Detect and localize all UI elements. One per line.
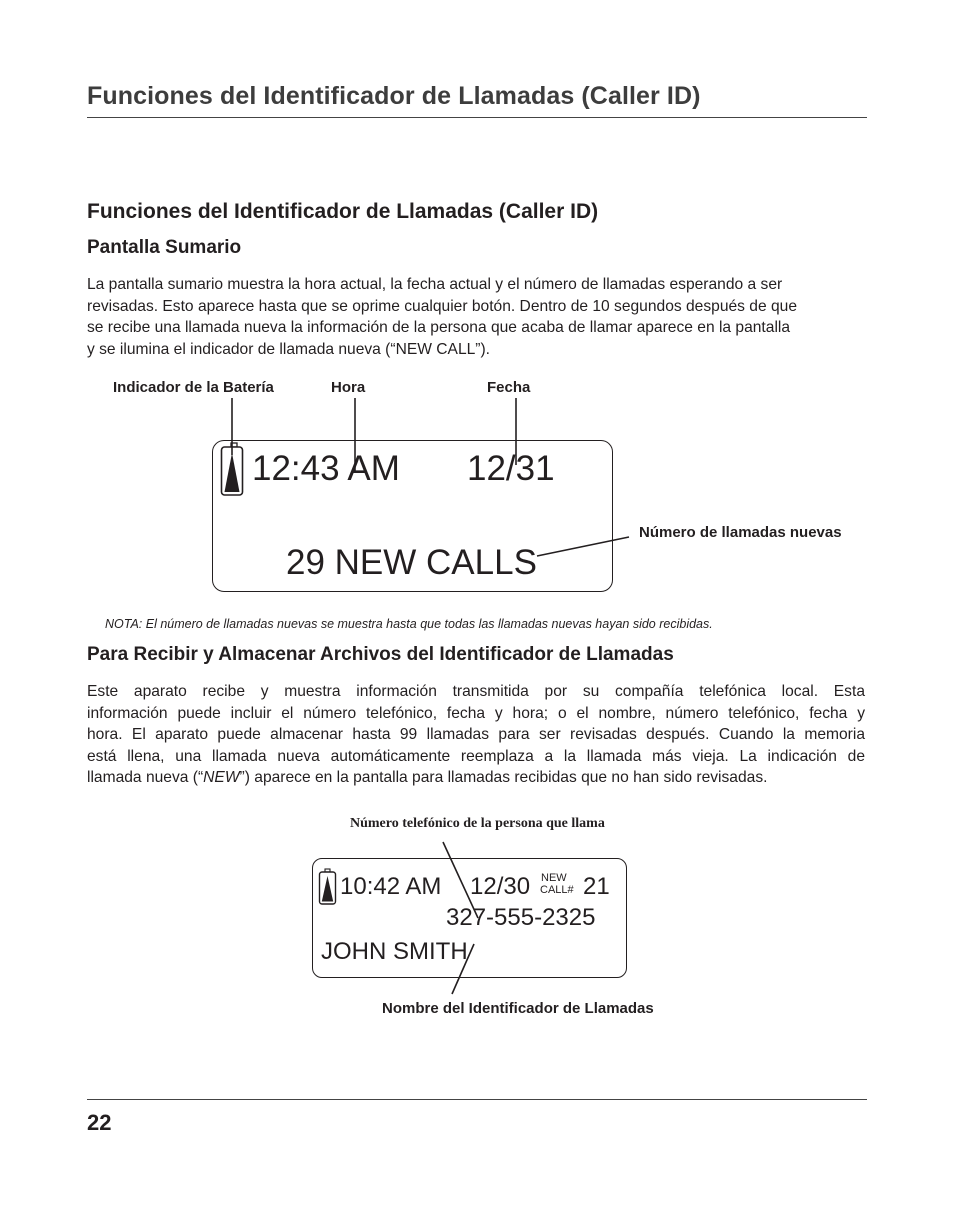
caller-number-leader-line: [443, 842, 478, 918]
caller-number-label: Número telefónico de la persona que llama: [350, 816, 605, 831]
new-tag: NEW: [541, 872, 567, 884]
caller-battery-icon: [320, 869, 336, 904]
paragraph-line: Este aparato recibe y muestra información transmitida por su compañía telefónica local. Esta: [87, 683, 865, 700]
caller-display-call-number: 21: [583, 873, 610, 900]
time-label: Hora: [331, 379, 366, 396]
new-calls-count-label: Número de llamadas nuevas: [639, 524, 842, 541]
paragraph-line: hora. El aparato puede almacenar hasta 99 llamadas para ser revisadas después. Cuando la memoria: [87, 726, 865, 744]
caller-name-label: Nombre del Identificador de Llamadas: [382, 1000, 654, 1017]
caller-display-time: 10:42 AM: [340, 873, 442, 900]
caller-name-leader-line: [452, 944, 474, 994]
page-number: 22: [87, 1110, 112, 1135]
display-time: 12:43 AM: [252, 449, 400, 488]
paragraph-line: y se ilumina el indicador de llamada nueva (“NEW CALL”).: [87, 340, 491, 358]
paragraph-line: información puede incluir el número telefónico, fecha y hora; o el nombre, número telefónico, fecha y: [87, 704, 865, 722]
text-run: ”) aparece en la pantalla para llamadas recibidas que no han sido revisadas.: [239, 769, 768, 787]
section-title: Funciones del Identificador de Llamadas (Caller ID): [87, 200, 599, 223]
caller-display-phone: 327-555-2325: [446, 904, 596, 931]
note-text: NOTA: El número de llamadas nuevas se muestra hasta que todas las llamadas nuevas hayan sido recibidas.: [105, 617, 713, 631]
paragraph-line: está llena, una llamada nueva automáticamente reemplaza a la llamada más vieja. La indicación de: [87, 747, 865, 765]
new-calls-leader-line: [537, 537, 629, 556]
paragraph-line: revisadas. Esto aparece hasta que se oprime cualquier botón. Dentro de 10 segundos después de que: [87, 297, 797, 315]
battery-indicator-label: Indicador de la Batería: [113, 379, 274, 396]
text-run: llamada nueva (“: [87, 769, 204, 787]
caller-display-name: JOHN SMITH: [321, 938, 468, 965]
page-header-title: Funciones del Identificador de Llamadas (Caller ID): [87, 82, 701, 110]
call-number-tag: CALL#: [540, 884, 574, 896]
summary-screen-heading: Pantalla Sumario: [87, 237, 242, 258]
receive-store-heading: Para Recibir y Almacenar Archivos del Identificador de Llamadas: [87, 644, 674, 665]
italic-new-text: NEW: [203, 769, 240, 787]
paragraph-line: La pantalla sumario muestra la hora actual, la fecha actual y el número de llamadas esperando a ser: [87, 276, 783, 293]
caller-display-date: 12/30: [470, 873, 531, 900]
display-date: 12/31: [467, 449, 555, 488]
display-new-calls: 29 NEW CALLS: [286, 543, 537, 582]
footer-rule: [87, 1099, 867, 1100]
date-label: Fecha: [487, 379, 531, 396]
paragraph-line: se recibe una llamada nueva la información de la persona que acaba de llamar aparece en la pantalla: [87, 319, 791, 337]
